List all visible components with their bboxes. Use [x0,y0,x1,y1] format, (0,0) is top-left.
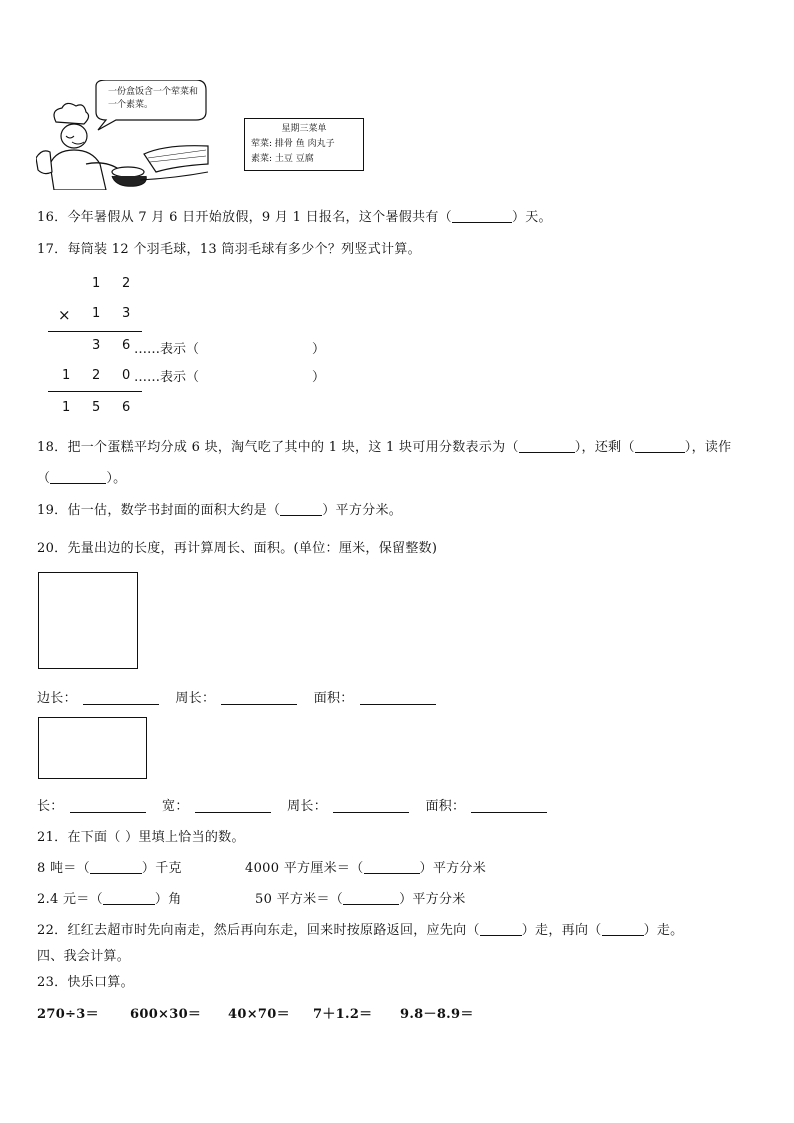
q21-line-1a: 8 吨＝（ ）千克 [37,861,182,876]
rectangle-shape [38,717,147,779]
menu-veg: 素菜: 土豆 豆腐 [251,154,314,164]
q22-second-direction-blank[interactable] [602,923,644,936]
meaning-blank-1[interactable] [210,338,310,352]
question-19: 19．估一估，数学书封面的面积大约是（ ）平方分米。 [37,503,403,518]
speech-bubble-text: 一份盒饭含一个荤菜和一个素菜。 [108,87,199,110]
q21-sqdm-blank-1[interactable] [364,861,420,874]
digit: 5 [92,400,101,415]
oral-calc-item: 7＋1.2＝ [313,1007,373,1022]
menu-title: 星期三菜单 [281,124,327,134]
oral-calc-item: 9.8－8.9＝ [400,1007,474,1022]
oral-calc-item: 600×30＝ [130,1007,202,1022]
q21-sqdm-blank-2[interactable] [343,892,399,905]
q18-reading-blank[interactable] [50,471,106,484]
q22-first-direction-blank[interactable] [480,923,522,936]
question-16: 16．今年暑假从 7 月 6 日开始放假，9 月 1 日报名，这个暑假共有（ ）天。 [37,210,552,225]
menu-meat: 荤菜: 排骨 鱼 肉丸子 [251,139,335,149]
digit: 6 [122,338,131,353]
q21-line-1b: 4000 平方厘米＝（ ）平方分米 [245,861,487,876]
oral-calc-item: 40×70＝ [228,1007,290,1022]
question-17: 17．每筒装 12 个羽毛球，13 筒羽毛球有多少个？列竖式计算。 [37,242,421,257]
menu-card [244,118,364,171]
square-perimeter-field[interactable] [221,691,297,705]
vertical-calculation [40,270,340,420]
rectangle-fields: 长： 宽： 周长： 面积： [37,795,553,814]
digit: 1 [62,400,71,415]
q21-line-2a: 2.4 元＝（ ）角 [37,892,182,907]
digit: 6 [122,400,131,415]
q18-fraction-blank[interactable] [519,440,575,453]
rect-width-field[interactable] [195,799,271,813]
digit: 3 [122,306,131,321]
q19-answer-blank[interactable] [280,503,322,516]
q21-kg-blank[interactable] [90,861,142,874]
question-23: 23．快乐口算。 [37,975,134,990]
digit: 2 [122,276,131,291]
digit: 1 [92,306,101,321]
section-heading: 四、我会计算。 [37,949,131,964]
meaning-close: ） [312,342,326,357]
digit: 3 [92,338,101,353]
rect-length-field[interactable] [70,799,146,813]
q21-jiao-blank[interactable] [103,892,155,905]
meaning-blank-2[interactable] [210,366,310,380]
square-side-field[interactable] [83,691,159,705]
rect-area-field[interactable] [471,799,547,813]
square-area-field[interactable] [360,691,436,705]
question-20: 20．先量出边的长度，再计算周长、面积。(单位：厘米，保留整数) [37,541,438,556]
multiply-sign: × [58,306,71,324]
meaning-close: ） [312,370,326,385]
square-shape [38,572,138,669]
oral-calc-item: 270÷3＝ [37,1007,99,1022]
calc-line-1 [48,331,142,332]
meaning-label: ……表示（ [134,370,200,385]
question-18-line-1: 18．把一个蛋糕平均分成 6 块，淘气吃了其中的 1 块，这 1 块可用分数表示为（ ），还剩（ ），读作 [37,440,732,455]
q16-answer-blank[interactable] [452,210,512,223]
digit: 1 [62,368,71,383]
q18-remaining-blank[interactable] [635,440,685,453]
chef-illustration [36,80,216,190]
square-fields: 边长： 周长： 面积： [37,687,442,706]
rect-perimeter-field[interactable] [333,799,409,813]
digit: 0 [122,368,131,383]
digit: 2 [92,368,101,383]
q21-line-2b: 50 平方米＝（ ）平方分米 [255,892,466,907]
calc-line-2 [48,391,142,392]
question-18-line-2: （ ）。 [37,471,127,486]
question-22: 22．红红去超市时先向南走，然后再向东走，回来时按原路返回，应先向（ ）走，再向（ ）走。 [37,923,684,938]
question-21: 21．在下面（ ）里填上恰当的数。 [37,830,245,845]
digit: 1 [92,276,101,291]
meaning-label: ……表示（ [134,342,200,357]
